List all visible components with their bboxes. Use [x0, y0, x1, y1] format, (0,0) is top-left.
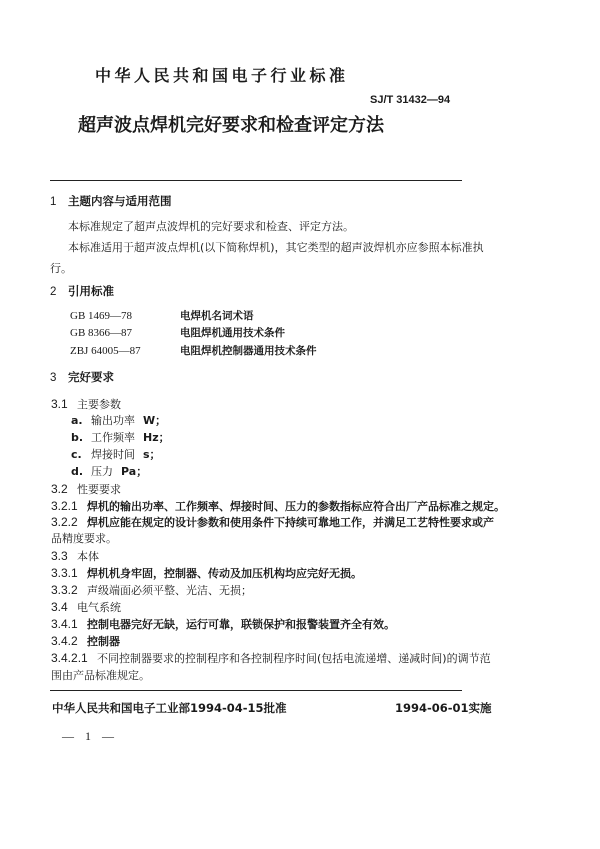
clause-number: 3.4 — [51, 600, 68, 614]
clause-3-4 — [51, 601, 121, 613]
clause-number: 3.3 — [51, 549, 68, 563]
clause-number: 3.4.2 — [51, 634, 78, 648]
clause-text: 控制电器完好无缺，运行可靠，联锁保护和报警装置齐全有效。 — [87, 618, 395, 631]
clause-text: 声级端面必须平整、光洁、无损； — [87, 584, 252, 597]
clause-text: 不同控制器要求的控制程序和各控制程序时间(包括电流递增、递减时间)的调节范 — [97, 652, 491, 665]
item-label: a. — [71, 414, 83, 427]
reference-code: GB 1469—78 — [70, 310, 133, 322]
parameter-unit: Hz； — [143, 431, 170, 444]
parameter-item — [71, 432, 170, 443]
item-label: b. — [71, 431, 84, 444]
clause-3-4-1 — [51, 618, 395, 630]
clause-3-4-2-1 — [51, 652, 491, 664]
clause-number: 3.2.2 — [51, 515, 78, 529]
clause-text: 焊机应能在规定的设计参数和使用条件下持续可靠地工作，并满足工艺特性要求或产 — [87, 516, 494, 529]
page-number: — 1 — — [62, 729, 114, 743]
clause-continuation: 品精度要求。 — [51, 532, 117, 545]
clause-3-1 — [51, 398, 121, 410]
clause-number: 3.2 — [51, 482, 68, 496]
clause-text: 焊机的输出功率、工作频率、焊接时间、压力的参数指标应符合出厂产品标准之规定。 — [87, 500, 505, 513]
clause-text: 电气系统 — [77, 601, 121, 614]
reference-title: 电阻焊机通用技术条件 — [180, 327, 285, 339]
clause-text: 性要要求 — [77, 483, 121, 496]
clause-3-2-2 — [51, 516, 494, 528]
parameter-item — [71, 449, 161, 460]
parameter-item — [71, 415, 166, 426]
clause-continuation: 围由产品标准规定。 — [51, 669, 150, 682]
section-number: 1 — [50, 196, 57, 208]
reference-code: ZBJ 64005—87 — [70, 345, 141, 357]
implementation-date: 1994-06-01实施 — [395, 701, 492, 715]
section-number: 2 — [50, 286, 57, 298]
reference-item — [70, 328, 285, 339]
reference-title: 电焊机名词术语 — [180, 310, 254, 322]
clause-number: 3.3.1 — [51, 566, 78, 580]
clause-3-4-2 — [51, 635, 120, 647]
section-number: 3 — [50, 372, 57, 384]
clause-number: 3.4.2.1 — [51, 651, 88, 665]
paragraph: 本标准规定了超声点波焊机的完好要求和检查、评定方法。 — [68, 220, 354, 233]
section-heading-text: 主题内容与适用范围 — [68, 194, 172, 208]
reference-title: 电阻焊机控制器通用技术条件 — [180, 345, 317, 357]
header-divider — [50, 180, 462, 181]
clause-3-2 — [51, 483, 121, 495]
item-label: d. — [71, 465, 84, 478]
clause-text: 控制器 — [87, 635, 120, 648]
reference-code: GB 8366—87 — [70, 327, 133, 339]
section-heading-text: 引用标准 — [68, 284, 114, 298]
issuing-organization: 中华人民共和国电子行业标准 — [95, 66, 349, 85]
paragraph: 本标准适用于超声波点焊机(以下简称焊机)，其它类型的超声波焊机亦应参照本标准执 — [68, 241, 484, 254]
clause-3-3-1 — [51, 567, 362, 579]
parameter-name: 工作频率 — [91, 431, 135, 444]
clause-3-3-2 — [51, 584, 252, 596]
footer-divider — [50, 690, 462, 691]
reference-item — [70, 346, 317, 357]
clause-text: 焊机机身牢固，控制器、传动及加压机构均应完好无损。 — [87, 567, 362, 580]
standard-code: SJ/T 31432—94 — [370, 94, 451, 106]
parameter-unit: Pa； — [121, 465, 148, 478]
parameter-item — [71, 466, 147, 477]
item-label: c. — [71, 448, 82, 461]
parameter-name: 焊接时间 — [91, 448, 135, 461]
section-2-heading — [50, 286, 114, 299]
parameter-unit: W； — [143, 414, 167, 427]
document-title: 超声波点焊机完好要求和检查评定方法 — [78, 115, 384, 136]
paragraph-continuation: 行。 — [50, 262, 72, 275]
section-1-heading — [50, 196, 172, 209]
clause-number: 3.2.1 — [51, 499, 78, 513]
section-3-heading — [50, 372, 114, 385]
clause-number: 3.4.1 — [51, 617, 78, 631]
parameter-name: 输出功率 — [91, 414, 135, 427]
clause-text: 主要参数 — [77, 398, 121, 411]
parameter-unit: s； — [143, 448, 161, 461]
clause-text: 本体 — [77, 550, 99, 563]
section-heading-text: 完好要求 — [68, 370, 114, 384]
approval-note: 中华人民共和国电子工业部1994-04-15批准 — [52, 701, 287, 715]
clause-number: 3.1 — [51, 397, 68, 411]
reference-item — [70, 311, 254, 322]
parameter-name: 压力 — [91, 465, 113, 478]
clause-3-2-1 — [51, 500, 505, 512]
clause-number: 3.3.2 — [51, 583, 78, 597]
clause-3-3 — [51, 550, 99, 562]
